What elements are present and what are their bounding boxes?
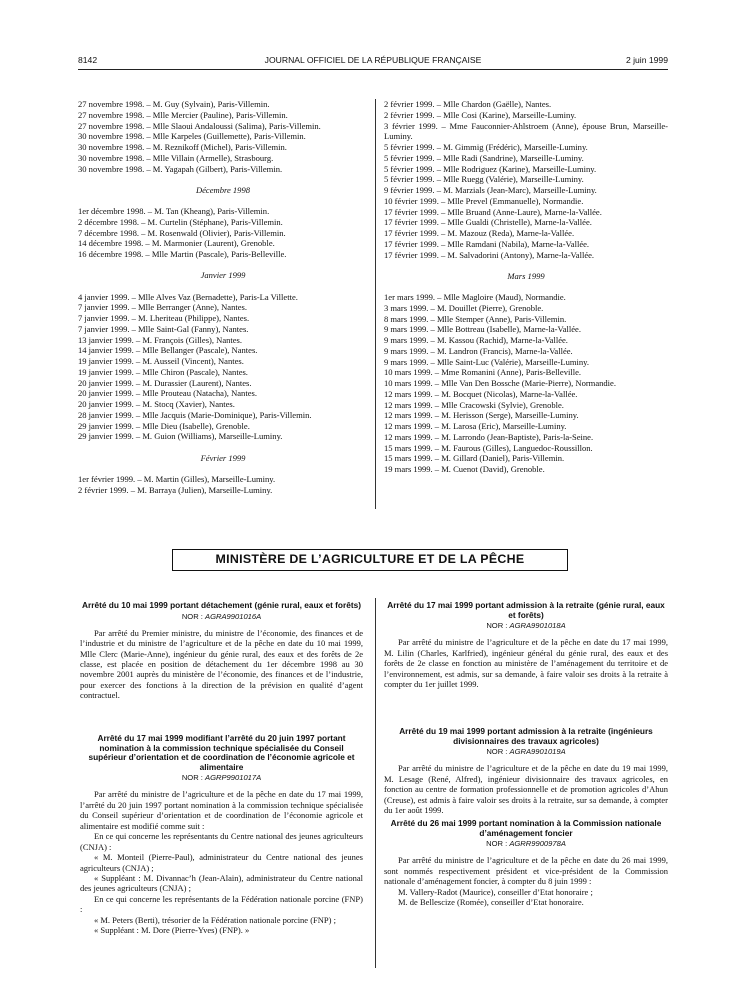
arrete-title: Arrêté du 17 mai 1999 modifiant l’arrêté du 20 juin 1997 portant nomination à la commission technique spécialisée du Conseil supérieur d’orientation et de coordination de l’économie agricole et alimentaire [88,733,355,772]
header-rule [78,69,668,70]
arrete-paragraph: Par arrêté du ministre de l’agriculture et de la pêche en date du 17 mai 1999, l’arrêté du 20 juin 1997 portant nomination à la commission technique spécialisée du Conseil supérieur d’orientation et de coordination de l’économie agricole et alimentaire est modifié comme suit : [80,789,363,831]
nor-reference [80,612,363,622]
list-item: 30 novembre 1998. – Mlle Karpeles (Guillemette), Paris-Villemin. [78,131,306,142]
arrete-paragraph: « Suppléant : M. Divannac’h (Jean-Alain), administrateur du Centre national des jeunes agriculteurs (CNJA) ; [80,873,363,894]
arrete-title: Arrêté du 19 mai 1999 portant admission à la retraite (ingénieurs divisionnaires des travaux agricoles) [399,726,653,746]
arrete-paragraph: Par arrêté du ministre de l’agriculture et de la pêche en date du 26 mai 1999, sont nommés respectivement président et vice-président de la Commission nationale d’aménagement foncier, à compter du 8 juin 1999 : [384,855,668,887]
nor-code: AGRR9900978A [509,839,566,849]
spacer [78,463,368,474]
list-item: 30 novembre 1998. – M. Reznikoff (Michel), Paris-Villemin. [78,142,287,152]
nor-label: NOR : [486,621,510,631]
arrete-paragraph: M. Vallery-Radot (Maurice), conseiller d’Etat honoraire ; [398,886,593,897]
arrete-paragraph: M. de Bellescize (Romée), conseiller d’Etat honoraire. [398,897,584,907]
list-item: 12 mars 1999. – M. Bocquet (Nicolas), Marne-la-Vallée. [384,388,578,399]
list-item: 17 février 1999. – Mlle Gualdi (Christelle), Marne-la-Vallée. [384,217,592,228]
nor-reference [384,839,668,849]
arrete-detachement [80,601,363,701]
list-item: 9 mars 1999. – Mlle Bottreau (Isabelle), Marne-la-Vallée. [384,324,581,335]
list-item: 10 mars 1999. – Mlle Van Den Bossche (Marie-Pierre), Normandie. [384,378,616,388]
list-item: 19 janvier 1999. – M. Ausseil (Vincent), Nantes. [78,356,244,366]
list-item: 14 janvier 1999. – Mlle Bellanger (Pascale), Nantes. [78,345,258,356]
spacer [384,282,668,293]
list-item: 19 janvier 1999. – Mlle Chiron (Pascale), Nantes. [78,366,248,377]
list-item: 30 novembre 1998. – Mlle Villain (Armelle), Strasbourg. [78,152,274,163]
list-item: 19 mars 1999. – M. Cuenot (David), Grenoble. [384,464,545,474]
nor-label: NOR : [486,839,510,849]
nor-label: NOR : [486,747,510,757]
arrete-paragraph: « M. Peters (Berti), trésorier de la Fédération nationale porcine (FNP) ; [94,914,336,925]
arrete-retraite-genie-rural [384,601,668,689]
list-item: 9 mars 1999. – M. Kassou (Rachid), Marne-la-Vallée. [384,335,568,345]
list-item: 20 janvier 1999. – M. Stocq (Xavier), Nantes. [78,399,235,409]
spacer [78,281,368,292]
list-item: 1er mars 1999. – Mlle Magloire (Maud), Normandie. [384,292,566,302]
list-item: 29 janvier 1999. – Mlle Dieu (Isabelle), Grenoble. [78,420,250,431]
month-heading: Décembre 1998 [195,184,251,195]
list-item: 2 février 1999. – Mlle Cosi (Karine), Marseille-Luminy. [384,109,577,120]
list-item: 27 novembre 1998. – M. Guy (Sylvain), Paris-Villemin. [78,99,270,109]
nor-reference [80,773,363,783]
page-header [78,55,668,69]
list-item: 17 février 1999. – Mlle Ramdani (Nabila), Marne-la-Vallée. [384,238,590,249]
spacer [78,442,368,453]
nor-code: AGRP9901017A [205,773,262,783]
list-item: 10 mars 1999. – Mme Romanini (Anne), Paris-Belleville. [384,367,582,378]
nor-label: NOR : [181,773,206,783]
arrete-paragraph: En ce qui concerne les représentants de la Fédération nationale porcine (FNP) : [80,893,363,915]
list-item: 7 janvier 1999. – Mlle Berranger (Anne), Nantes. [78,302,247,313]
arrete-title: Arrêté du 26 mai 1999 portant nomination à la Commission nationale d’aménagement foncier [390,818,662,838]
list-item: 27 novembre 1998. – Mlle Mercier (Pauline), Paris-Villemin. [78,109,288,120]
list-item: 5 février 1999. – Mlle Radi (Sandrine), Marseille-Luminy. [384,152,584,163]
list-item: 9 mars 1999. – M. Landron (Francis), Marne-la-Vallée. [384,345,573,356]
column-divider-bottom [375,598,376,968]
column-divider-top [375,99,376,509]
list-item: 17 février 1999. – M. Mazouz (Reda), Marne-la-Vallée. [384,228,575,238]
arrete-title: Arrêté du 17 mai 1999 portant admission à la retraite (génie rural, eaux et forêts) [387,600,665,620]
list-item: 12 mars 1999. – M. Herisson (Serge), Marseille-Luminy. [384,410,579,421]
list-item: 30 novembre 1998. – M. Yagapah (Gilbert), Paris-Villemin. [78,163,283,174]
left-nomination-list [78,99,368,495]
list-item: 1er décembre 1998. – M. Tan (Kheang), Paris-Villemin. [78,206,270,216]
list-item: 16 décembre 1998. – Mlle Martin (Pascale), Paris-Belleville. [78,249,287,259]
arrete-paragraph: « M. Monteil (Pierre-Paul), administrateur du Centre national des jeunes agriculteurs (CNJA) ; [80,852,363,873]
nor-reference [384,747,668,757]
list-item: 3 février 1999. – Mme Fauconnier-Ahlstroem (Anne), épouse Brun, Marseille-Luminy. [384,120,668,142]
list-item: 7 décembre 1998. – M. Rosenwald (Olivier), Paris-Villemin. [78,227,286,238]
nor-code: AGRA9901018A [509,621,566,631]
list-item: 2 février 1999. – Mlle Chardon (Gaëlle), Nantes. [384,99,552,109]
list-item: 15 mars 1999. – M. Faurous (Gilles), Languedoc-Roussillon. [384,442,593,453]
arrete-commission-fonciere [384,819,668,907]
right-nomination-list [384,99,668,475]
list-item: 15 mars 1999. – M. Gillard (Daniel), Paris-Villemin. [384,453,565,464]
nor-code: AGRA9901016A [205,611,262,621]
list-item: 27 novembre 1998. – Mlle Slaoui Andaloussi (Salima), Paris-Villemin. [78,120,321,131]
month-heading: Janvier 1999 [200,270,246,281]
arrete-commission-technique [80,734,363,936]
arrete-paragraph: Par arrêté du ministre de l’agriculture et de la pêche en date du 17 mai 1999, M. Lilin (Charles, Karlfried), ingénieur général du génie rural, des eaux et des forêts de 2e classe en fonction au ministère de l’aménagement du territoire et de l’environnement, est admis, sur sa demande, à faire valoir ses droits à la retraite à compter du 1er juillet 1999. [384,637,668,689]
arrete-title: Arrêté du 10 mai 1999 portant détachement (génie rural, eaux et forêts) [82,600,361,610]
list-item: 20 janvier 1999. – Mlle Prouteau (Natacha), Nantes. [78,388,257,399]
list-item: 5 février 1999. – Mlle Ruegg (Valérie), Marseille-Luminy. [384,174,584,185]
list-item: 13 janvier 1999. – M. François (Gilles), Nantes. [78,334,243,345]
list-item: 7 janvier 1999. – M. Lheriteau (Philippe), Nantes. [78,313,250,323]
list-item: 17 février 1999. – M. Salvadorini (Antony), Marne-la-Vallée. [384,249,595,260]
list-item: 12 mars 1999. – M. Larosa (Eric), Marseille-Luminy. [384,421,567,431]
list-item: 29 janvier 1999. – M. Guion (Williams), Marseille-Luminy. [78,431,283,442]
month-heading: Février 1999 [200,452,246,463]
arrete-paragraph: Par arrêté du Premier ministre, du ministre de l’économie, des finances et de l’industrie et du ministre de l’agriculture et de la pêche en date du 10 mai 1999, Mlle Clerc (Marie-Anne), ingénieur du génie rural, des eaux et des forêts de 2e classe, est placée en position de détachement du 1er décembre 1998 au 30 novembre 2001 auprès du ministère de l’économie, des finances et de l’industrie, pour exercer des fonctions à la direction de la prévision en qualité d’agent contractuel. [80,627,363,701]
month-heading: Mars 1999 [507,270,545,281]
list-item: 2 février 1999. – M. Barraya (Julien), Marseille-Luminy. [78,484,273,495]
list-item: 5 février 1999. – Mlle Rodriguez (Karine), Marseille-Luminy. [384,163,597,174]
page-number: 8142 [78,55,98,65]
list-item: 14 décembre 1998. – M. Marmonier (Laurent), Grenoble. [78,238,275,249]
ministry-title: MINISTÈRE DE L’AGRICULTURE ET DE LA PÊCHE [172,549,568,571]
spacer [78,196,368,207]
list-item: 7 janvier 1999. – Mlle Saint-Gal (Fanny), Nantes. [78,323,249,334]
list-item: 4 janvier 1999. – Mlle Alves Vaz (Bernadette), Paris-La Villette. [78,291,298,302]
list-item: 10 février 1999. – Mlle Prevel (Emmanuelle), Normandie. [384,195,584,206]
arrete-paragraph: « Suppléant : M. Dore (Pierre-Yves) (FNP). » [94,925,250,936]
spacer [78,260,368,271]
list-item: 3 mars 1999. – M. Douillet (Pierre), Grenoble. [384,302,544,313]
list-item: 8 mars 1999. – Mlle Stemper (Anne), Paris-Villemin. [384,313,567,324]
nor-code: AGRA9901019A [509,747,566,757]
list-item: 9 février 1999. – M. Marzials (Jean-Marc), Marseille-Luminy. [384,185,597,195]
issue-date: 2 juin 1999 [625,55,668,65]
list-item: 12 mars 1999. – Mlle Cracowski (Sylvie), Grenoble. [384,399,564,410]
nor-reference [384,621,668,631]
list-item: 2 décembre 1998. – M. Curtelin (Stéphane), Paris-Villemin. [78,216,283,227]
list-item: 5 février 1999. – M. Gimmig (Frédéric), Marseille-Luminy. [384,142,588,152]
arrete-paragraph: Par arrêté du ministre de l’agriculture et de la pêche en date du 19 mai 1999, M. Lesage (René, Alfred), ingénieur divisionnaire des travaux agricoles, en fonction au centre de formation professionnelle et de promotion agricoles d’Ahun (Creuse), est admis à faire valoir ses droits à la retraite, sur sa demande, à compter du 1er août 1999. [384,763,668,815]
list-item: 12 mars 1999. – M. Larrondo (Jean-Baptiste), Paris-la-Seine. [384,431,594,442]
journal-title: JOURNAL OFFICIEL DE LA RÉPUBLIQUE FRANÇAISE [264,55,482,65]
list-item: 20 janvier 1999. – M. Durassier (Laurent), Nantes. [78,377,252,388]
spacer [384,260,668,271]
spacer [78,174,368,185]
list-item: 28 janvier 1999. – Mlle Jacquis (Marie-Dominique), Paris-Villemin. [78,409,312,420]
arrete-retraite-ingenieurs [384,727,668,815]
list-item: 1er février 1999. – M. Martin (Gilles), Marseille-Luminy. [78,473,276,484]
nor-label: NOR : [181,611,206,621]
list-item: 17 février 1999. – Mlle Bruand (Anne-Laure), Marne-la-Vallée. [384,206,602,217]
arrete-paragraph: En ce qui concerne les représentants du Centre national des jeunes agriculteurs (CNJA) : [80,831,363,852]
list-item: 9 mars 1999. – Mlle Saint-Luc (Valérie), Marseille-Luminy. [384,356,589,367]
